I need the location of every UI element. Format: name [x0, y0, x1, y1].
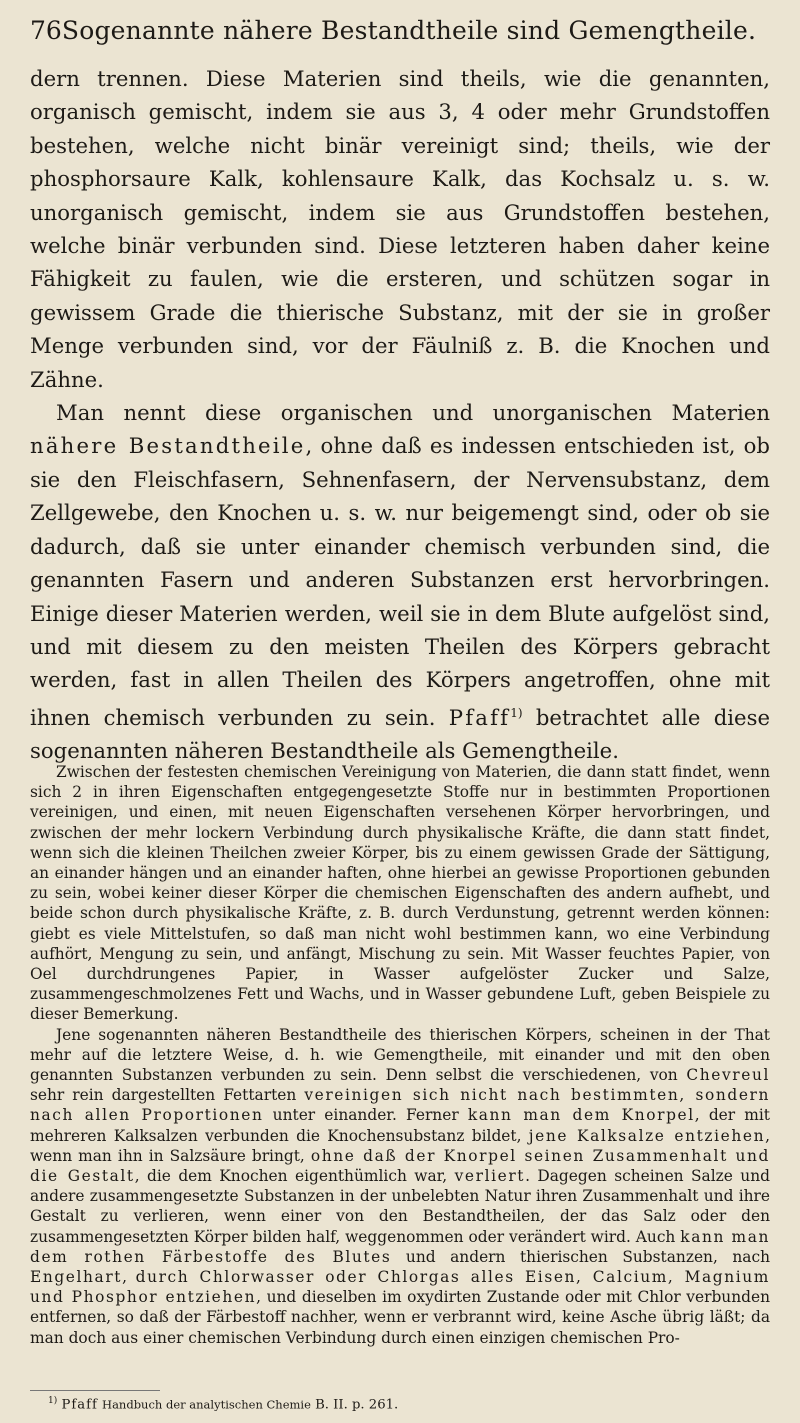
page-header [30, 16, 768, 50]
footnote-reference: 1) [510, 705, 523, 720]
footnote-author: Pfaff [61, 1397, 98, 1413]
author-pfaff: Pfaff [448, 704, 511, 730]
small-print-note [30, 762, 770, 1348]
paragraph-2-text-c: betrachtet alle diese sogenannten näheren Bestandtheile als Gemengtheile. [30, 704, 770, 764]
paragraph-2 [30, 396, 770, 768]
spaced-phrase-4: ohne daß der Knorpel seinen Zusammenhalt und die Gestalt [30, 1146, 770, 1186]
note-text-j: , und dieselben im oxydirten Zustande oder mit Chlor verbunden entfernen, so daß der Färbestoff nachher, wenn er verbrannt wird, keine Asche übrig läßt; da man doch aus einer chemischen Verbindung durch einen einzigen chemischen Pro- [30, 1288, 770, 1347]
spaced-phrase-6: kann man dem rothen Färbestoffe des Blutes [30, 1227, 771, 1266]
note-text-g: . Dagegen scheinen Salze und andere zusammengesetzte Substanzen in der unbelebten Natur ihren Zusammenhalt und ihre Gestalt zu verlieren, wenn einer von den Bestandtheilen, der das Salz oder den zusammengesetzten Körper bilden half, weggenommen oder verändert wird. Auch [30, 1167, 770, 1246]
spaced-phrase-2: kann man dem Knorpel [467, 1106, 695, 1125]
author-engelhart: Engelhart [30, 1268, 123, 1287]
note-text-d: , der mit mehreren Kalksalzen verbunden die Knochensubstanz bildet, [30, 1106, 770, 1145]
paragraph-1-text: dern trennen. Diese Materien sind theils, wie die genannten, organisch gemischt, indem sie aus 3, 4 oder mehr Grundstoffen bestehen, welche nicht binär vereinigt sind; theils, wie der phosphorsaure Kalk, kohlensaure Kalk, das Kochsalz u. s. w. unorganisch gemischt, indem sie aus Grundstoffen bestehen, welche binär verbunden sind. Diese letzteren haben daher keine Fähigkeit zu faulen, wie die ersteren, und schützen sogar in gewissem Grade die thierische Substanz, mit der sie in großer Menge verbunden sind, vor der Fäulniß z. B. die Knochen und Zähne. [30, 66, 770, 392]
footnote-work: Handbuch der analytischen Chemie [102, 1397, 311, 1412]
footnote [48, 1392, 770, 1414]
spaced-phrase-1: vereinigen sich nicht nach bestimmten, sondern nach allen Proportionen [30, 1086, 770, 1125]
note-text-c: unter einander. Ferner [263, 1106, 468, 1125]
footnote-ref: B. II. p. 261. [315, 1397, 399, 1413]
page-number: 76 [30, 16, 62, 45]
spaced-phrase-3: jene Kalksalze entziehen [528, 1126, 766, 1145]
footnote-divider [30, 1390, 160, 1391]
note-text-a: Jene sogenannten näheren Bestandtheile des thierischen Körpers, scheinen in der That mehr auf die letztere Weise, d. h. wie Gemengtheile, mit einander und mit den oben genannten Substanzen verbunden zu sein. Denn selbst die verschiedenen, von [30, 1025, 770, 1085]
note-text-i: , [122, 1268, 136, 1287]
spaced-phrase-7: durch Chlorwasser oder Chlorgas alles Eisen, Calcium, Magnium und Phosphor entziehen [30, 1268, 770, 1307]
spaced-term-naehere-bestandtheile: nähere Bestandtheile [30, 433, 306, 459]
note-paragraph-1 [30, 762, 770, 1025]
running-title: Sogenannte nähere Bestandtheile sind Gemengtheile. [61, 16, 757, 45]
note-text-e: , wenn man ihn in Salzsäure bringt, [30, 1126, 770, 1165]
paragraph-1 [30, 62, 770, 396]
spaced-phrase-5: verliert [454, 1167, 526, 1186]
note-text-h: und andern thierischen Substanzen, nach [391, 1247, 771, 1266]
paragraph-2-text-a: Man nennt diese organischen und unorganischen Materien [56, 400, 770, 426]
note-text-b: sehr rein dargestellten Fettarten [30, 1086, 305, 1105]
author-chevreul: Chevreul [686, 1066, 770, 1085]
note-paragraph-2 [30, 1025, 770, 1348]
paragraph-2-text-b: , ohne daß es indessen entschieden ist, ob sie den Fleischfasern, Sehnenfasern, der Nervensubstanz, dem Zellgewebe, den Knochen u. s. w. nur beigemengt sind, oder ob sie dadurch, daß sie unter einander chemisch verbunden sind, die genannten Fasern und anderen Substanzen erst hervorbringen. Einige dieser Materien werden, weil sie in dem Blute aufgelöst sind, und mit diesem zu den meisten Theilen des Körpers gebracht werden, fast in allen Theilen des Körpers angetroffen, ohne mit ihnen chemisch verbunden zu sein. [30, 433, 770, 730]
footnote-marker: 1) [48, 1396, 58, 1406]
note-text-f: , die dem Knochen eigenthümlich war, [134, 1167, 455, 1186]
main-text [30, 62, 770, 768]
note-paragraph-1-text: Zwischen der festesten chemischen Vereinigung von Materien, die dann statt findet, wenn sich 2 in ihren Eigenschaften entgegengesetzte Stoffe nur in bestimmten Proportionen vereinigen, und einen, mit neuen Eigenschaften versehenen Körper hervorbringen, und zwischen der mehr lockern Verbindung durch physikalische Kräfte, die dann statt findet, wenn sich die kleinen Theilchen zweier Körper, bis zu einem gewissen Grade der Sättigung, an einander hängen und an einander haften, ohne hierbei an gewisse Proportionen gebunden zu sein, wobei keiner dieser Körper die chemischen Eigenschaften des andern aufhebt, und beide schon durch physikalische Kräfte, z. B. durch Verdunstung, getrennt werden können: giebt es viele Mittelstufen, so daß man nicht wohl bestimmen kann, wo eine Verbindung aufhört, Mengung zu sein, und anfängt, Mischung zu sein. Mit Wasser feuchtes Papier, von Oel durchdrungenes Papier, in Wasser aufgelöster Zucker und Salze, zusammengeschmolzenes Fett und Wachs, und in Wasser gebundene Luft, geben Beispiele zu dieser Bemerkung. [30, 763, 770, 1024]
